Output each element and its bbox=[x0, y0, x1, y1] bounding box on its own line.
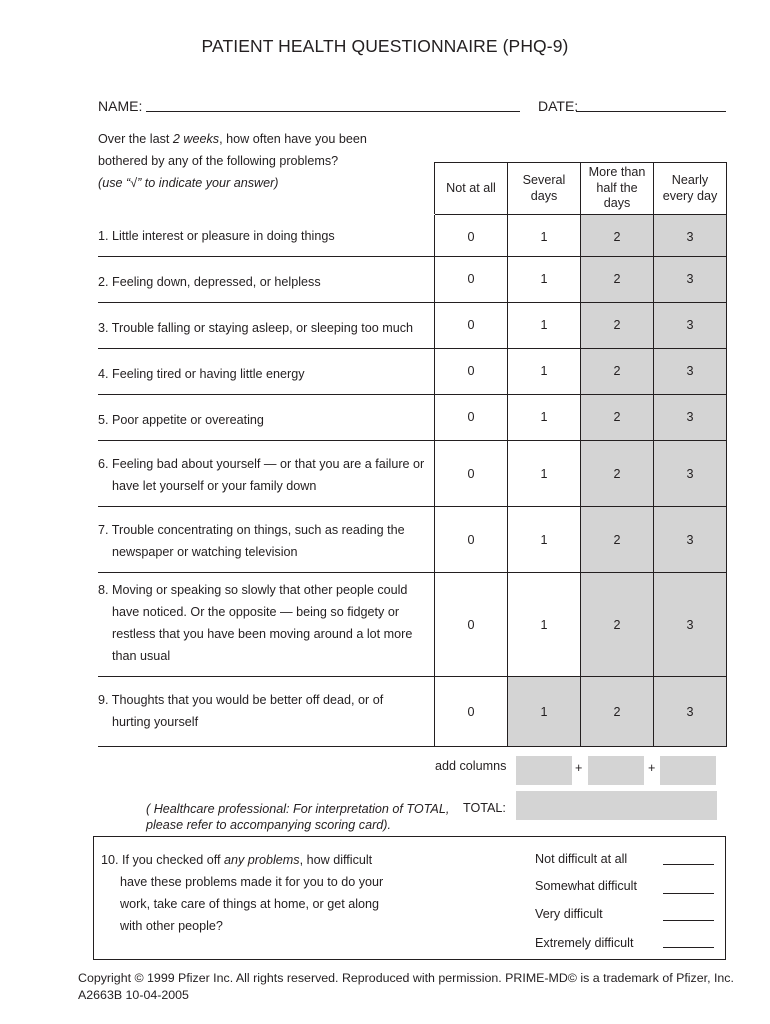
column-header-more-than-half: More than half the days bbox=[581, 163, 654, 215]
column-header-nearly-every-day: Nearly every day bbox=[654, 163, 727, 215]
difficulty-option-blank[interactable] bbox=[663, 864, 714, 865]
name-field[interactable] bbox=[146, 111, 520, 112]
difficulty-option-label: Somewhat difficult bbox=[535, 879, 637, 893]
score-option[interactable]: 0 bbox=[435, 215, 508, 257]
score-option[interactable]: 2 bbox=[581, 441, 654, 507]
column-sum-box-more-than-half[interactable] bbox=[588, 756, 644, 785]
question-text: 5. Poor appetite or overeating bbox=[98, 395, 435, 441]
question-text: 3. Trouble falling or staying asleep, or sleeping too much bbox=[98, 303, 435, 349]
score-option[interactable]: 3 bbox=[654, 303, 727, 349]
score-option[interactable]: 0 bbox=[435, 349, 508, 395]
score-option[interactable]: 0 bbox=[435, 507, 508, 573]
date-label: DATE: bbox=[538, 98, 579, 114]
score-option[interactable]: 2 bbox=[581, 257, 654, 303]
difficulty-option-blank[interactable] bbox=[663, 893, 714, 894]
difficulty-option-label: Not difficult at all bbox=[535, 852, 628, 866]
question-text: 2. Feeling down, depressed, or helpless bbox=[98, 257, 435, 303]
column-header-not-at-all: Not at all bbox=[435, 163, 508, 215]
total-box[interactable] bbox=[516, 791, 717, 820]
plus-sign: + bbox=[575, 761, 583, 775]
column-sum-box-nearly-every-day[interactable] bbox=[660, 756, 716, 785]
score-option[interactable]: 3 bbox=[654, 507, 727, 573]
question-text: 4. Feeling tired or having little energy bbox=[98, 349, 435, 395]
question-row-4 bbox=[98, 349, 727, 395]
score-option[interactable]: 2 bbox=[581, 507, 654, 573]
header-row bbox=[98, 163, 727, 215]
name-label: NAME: bbox=[98, 98, 143, 114]
score-option[interactable]: 2 bbox=[581, 677, 654, 747]
intro-line1-b: , how often have you been bbox=[219, 132, 367, 146]
score-option[interactable]: 1 bbox=[508, 573, 581, 677]
question-text: 1. Little interest or pleasure in doing things bbox=[98, 215, 435, 257]
difficulty-option-label: Extremely difficult bbox=[535, 936, 634, 950]
difficulty-option-label: Very difficult bbox=[535, 907, 603, 921]
score-option[interactable]: 1 bbox=[508, 507, 581, 573]
date-field[interactable] bbox=[576, 111, 726, 112]
questionnaire-table bbox=[98, 162, 727, 747]
hcp-note: ( Healthcare professional: For interpretation of TOTAL, please refer to accompanying scoring card). bbox=[146, 802, 450, 832]
score-option[interactable]: 3 bbox=[654, 441, 727, 507]
intro-line2: bothered by any of the following problems? bbox=[98, 154, 339, 168]
question-text: 7. Trouble concentrating on things, such as reading the newspaper or watching television bbox=[98, 507, 435, 573]
score-option[interactable]: 3 bbox=[654, 257, 727, 303]
score-option[interactable]: 1 bbox=[508, 349, 581, 395]
column-header-several-days: Several days bbox=[508, 163, 581, 215]
score-option[interactable]: 1 bbox=[508, 441, 581, 507]
column-sum-box-several[interactable] bbox=[516, 756, 572, 785]
score-option[interactable]: 0 bbox=[435, 395, 508, 441]
page-title: PATIENT HEALTH QUESTIONNAIRE (PHQ-9) bbox=[201, 36, 569, 56]
question-row-8 bbox=[98, 573, 727, 677]
score-option[interactable]: 2 bbox=[581, 303, 654, 349]
score-option[interactable]: 0 bbox=[435, 303, 508, 349]
question-text: 6. Feeling bad about yourself — or that you are a failure or have let yourself or your family down bbox=[98, 441, 435, 507]
question-row-2 bbox=[98, 257, 727, 303]
intro-line3: (use “√” to indicate your answer) bbox=[98, 176, 279, 190]
score-option[interactable]: 1 bbox=[508, 215, 581, 257]
score-option[interactable]: 3 bbox=[654, 349, 727, 395]
score-option[interactable]: 1 bbox=[508, 257, 581, 303]
score-option[interactable]: 0 bbox=[435, 257, 508, 303]
score-option[interactable]: 2 bbox=[581, 349, 654, 395]
score-option[interactable]: 3 bbox=[654, 573, 727, 677]
score-option[interactable]: 3 bbox=[654, 215, 727, 257]
intro-line1-em: 2 weeks bbox=[172, 132, 220, 146]
score-option[interactable]: 3 bbox=[654, 395, 727, 441]
score-option[interactable]: 2 bbox=[581, 395, 654, 441]
difficulty-option-blank[interactable] bbox=[663, 920, 714, 921]
score-option[interactable]: 2 bbox=[581, 215, 654, 257]
question-row-9 bbox=[98, 677, 727, 747]
question-text: 8. Moving or speaking so slowly that other people could have noticed. Or the opposite — being so fidgety or restless that you have been moving around a lot more than usual bbox=[98, 573, 435, 677]
question-row-7 bbox=[98, 507, 727, 573]
score-option[interactable]: 1 bbox=[508, 677, 581, 747]
total-label: TOTAL: bbox=[463, 801, 506, 815]
score-option[interactable]: 3 bbox=[654, 677, 727, 747]
copyright-text: Copyright © 1999 Pfizer Inc. All rights reserved. Reproduced with permission. PRIME-MD© is a trademark of Pfizer, Inc. bbox=[78, 971, 734, 985]
plus-sign: + bbox=[648, 761, 656, 775]
question-text: 9. Thoughts that you would be better off dead, or of hurting yourself bbox=[98, 677, 435, 747]
question-row-6 bbox=[98, 441, 727, 507]
score-option[interactable]: 0 bbox=[435, 573, 508, 677]
score-option[interactable]: 0 bbox=[435, 677, 508, 747]
difficulty-option-blank[interactable] bbox=[663, 947, 714, 948]
footer bbox=[78, 970, 734, 1004]
score-option[interactable]: 1 bbox=[508, 303, 581, 349]
intro-line1-a: Over the last bbox=[98, 132, 173, 146]
score-option[interactable]: 2 bbox=[581, 573, 654, 677]
form-code: A2663B 10-04-2005 bbox=[78, 988, 189, 1002]
question-10-text: 10. If you checked off any problems, how difficult have these problems made it for you to do your work, take care of things at home, or get along with other people? bbox=[101, 853, 384, 933]
question-row-3 bbox=[98, 303, 727, 349]
question-row-5 bbox=[98, 395, 727, 441]
score-option[interactable]: 0 bbox=[435, 441, 508, 507]
question-row-1 bbox=[98, 215, 727, 257]
add-columns-label: add columns bbox=[435, 759, 507, 773]
score-option[interactable]: 1 bbox=[508, 395, 581, 441]
